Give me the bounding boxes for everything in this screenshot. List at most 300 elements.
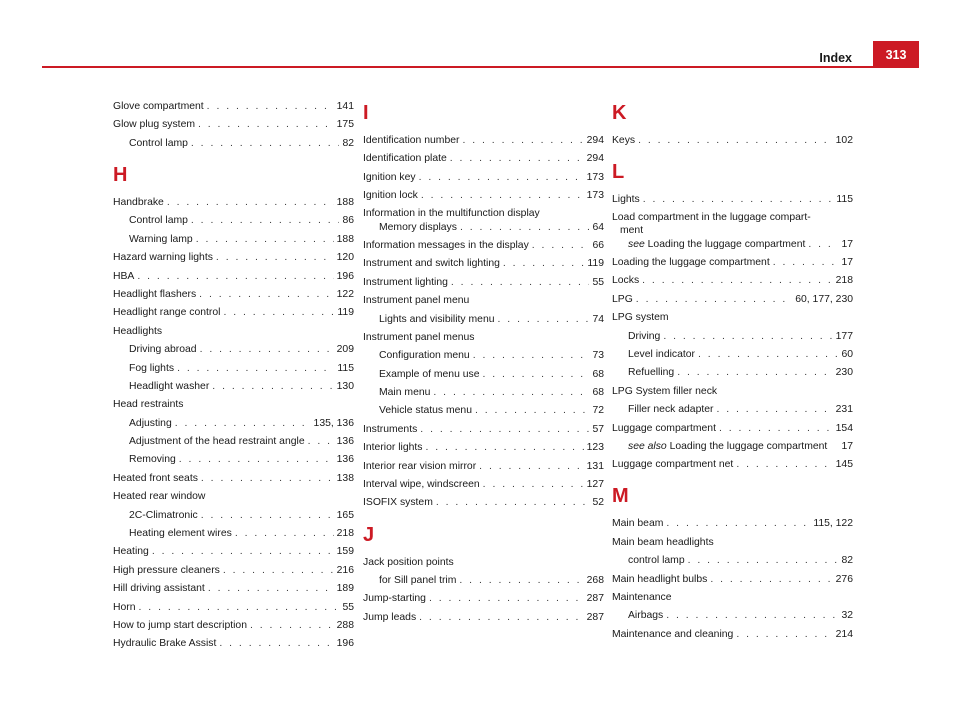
dot-leader <box>212 379 333 394</box>
entry-label <box>113 581 208 596</box>
entry-page-number: 173 <box>586 171 604 183</box>
index-subentry <box>113 508 354 523</box>
dot-leader <box>736 627 832 642</box>
dot-leader <box>419 170 584 185</box>
entry-page-number: 173 <box>586 190 604 202</box>
entry-text: for Sill panel trim <box>379 575 457 587</box>
dot-leader <box>433 385 589 400</box>
dot-leader <box>475 403 589 418</box>
index-letter-heading: K <box>612 102 627 124</box>
entry-label <box>628 329 663 344</box>
entry-page-number: 196 <box>336 638 354 650</box>
entry-page-number: 177 <box>835 330 853 342</box>
entry-text: Glove compartment <box>113 101 204 112</box>
entry-page-number: 82 <box>342 137 354 149</box>
index-entry <box>113 117 354 132</box>
entry-page-number: 196 <box>336 270 354 282</box>
index-letter-heading: J <box>363 523 375 546</box>
index-entry <box>113 195 354 210</box>
entry-text: Horn <box>113 601 136 613</box>
entry-label <box>113 269 137 284</box>
dot-leader <box>483 477 584 492</box>
entry-label <box>612 255 773 270</box>
index-subentry <box>363 312 604 327</box>
entry-label <box>379 220 460 235</box>
entry-page-number: 159 <box>336 546 354 558</box>
entry-text: Luggage compartment <box>612 422 716 434</box>
index-group-heading: Jack position points <box>363 556 454 568</box>
entry-text: Headlight range control <box>113 307 221 319</box>
entry-label <box>113 117 198 132</box>
entry-text: Glow plug system <box>113 119 195 131</box>
entry-label <box>129 213 191 228</box>
entry-text: Locks <box>612 275 640 287</box>
dot-leader <box>137 269 333 284</box>
entry-page-number: 52 <box>592 497 604 509</box>
index-entry <box>612 516 853 531</box>
entry-text: Heated front seats <box>113 472 198 484</box>
index-subentry <box>113 434 354 449</box>
entry-page-number: 135, 136 <box>313 417 354 429</box>
index-subentry <box>363 367 604 382</box>
index-entry <box>612 255 853 270</box>
entry-text: Adjustment of the head restraint angle <box>129 436 305 448</box>
entry-label <box>129 434 308 449</box>
entry-text: Ignition key <box>363 171 416 183</box>
index-entry <box>363 238 604 253</box>
dot-leader <box>450 151 584 166</box>
entry-label <box>363 151 450 166</box>
index-entry <box>113 600 354 615</box>
entry-text: How to jump start description <box>113 619 247 631</box>
index-entry <box>612 627 853 642</box>
dot-leader <box>421 188 584 203</box>
entry-text: Ignition lock <box>363 190 418 202</box>
entry-label <box>628 553 688 568</box>
entry-label <box>628 402 716 417</box>
entry-label <box>363 238 532 253</box>
index-entry <box>363 256 604 271</box>
dot-leader <box>219 636 333 651</box>
entry-label <box>628 608 666 623</box>
dot-leader <box>425 440 583 455</box>
entry-page-number: 209 <box>336 344 354 356</box>
entry-label <box>129 508 201 523</box>
entry-label <box>612 192 643 207</box>
dot-leader <box>773 255 839 270</box>
entry-page-number: 154 <box>835 422 853 434</box>
dot-leader <box>179 452 334 467</box>
entry-label <box>129 526 235 541</box>
index-group-heading: Instrument panel menus <box>363 331 475 343</box>
entry-page-number: 136 <box>336 454 354 466</box>
dot-leader <box>308 434 334 449</box>
entry-label <box>628 237 808 252</box>
dot-leader <box>436 495 590 510</box>
index-entry <box>363 591 604 606</box>
index-entry <box>363 170 604 185</box>
index-entry <box>113 471 354 486</box>
dot-leader <box>152 544 334 559</box>
index-entry <box>113 544 354 559</box>
index-subentry <box>113 213 354 228</box>
entry-text: Headlight washer <box>129 380 210 392</box>
index-subentry <box>113 526 354 541</box>
entry-text: Instruments <box>363 423 418 435</box>
entry-label <box>113 250 216 265</box>
entry-label <box>379 573 459 588</box>
entry-label <box>129 232 196 247</box>
entry-label <box>628 439 830 454</box>
index-entry <box>363 610 604 625</box>
index-entry <box>363 422 604 437</box>
index-letter-heading: I <box>363 102 369 124</box>
index-subentry <box>363 348 604 363</box>
entry-text: LPG <box>612 293 633 305</box>
dot-leader <box>419 610 584 625</box>
entry-label <box>113 563 223 578</box>
entry-text: Interior rear vision mirror <box>363 460 477 472</box>
entry-label <box>129 416 175 431</box>
entry-text: Handbrake <box>113 196 164 208</box>
entry-page-number: 268 <box>586 575 604 587</box>
section-title: Index <box>819 51 852 65</box>
entry-label <box>612 292 636 307</box>
entry-page-number: 189 <box>336 583 354 595</box>
entry-text: Main beam <box>612 518 664 530</box>
entry-page-number: 73 <box>592 350 604 362</box>
entry-text: Interval wipe, windscreen <box>363 479 480 491</box>
entry-label <box>113 471 201 486</box>
entry-page-number: 32 <box>841 610 853 622</box>
entry-text: Airbags <box>628 610 664 622</box>
entry-label <box>363 495 436 510</box>
dot-leader <box>196 232 334 247</box>
index-subentry <box>363 385 604 400</box>
index-subentry <box>113 379 354 394</box>
index-subentry <box>363 403 604 418</box>
index-subentry <box>612 329 853 344</box>
index-subentry <box>612 237 853 252</box>
entry-text: Loading the luggage compartment <box>647 238 806 250</box>
entry-text: Control lamp <box>129 137 188 149</box>
dot-leader <box>175 416 311 431</box>
entry-label <box>612 516 666 531</box>
entry-label <box>113 544 152 559</box>
dot-leader <box>719 421 833 436</box>
entry-text: Vehicle status menu <box>379 405 472 417</box>
entry-text: Loading the luggage compartment <box>669 440 828 452</box>
entry-label <box>379 403 475 418</box>
index-entry <box>363 459 604 474</box>
entry-page-number: 55 <box>342 601 354 613</box>
index-entry <box>113 99 354 114</box>
index-subentry <box>612 608 853 623</box>
header-rule <box>42 66 874 68</box>
dot-leader <box>638 133 833 148</box>
entry-page-number: 122 <box>336 288 354 300</box>
index-subentry <box>113 136 354 151</box>
index-letter-heading: H <box>113 163 128 186</box>
dot-leader <box>420 422 589 437</box>
dot-leader <box>223 305 334 320</box>
entry-page-number: 72 <box>592 405 604 417</box>
entry-page-number: 17 <box>841 256 853 268</box>
dot-leader <box>479 459 583 474</box>
index-entry <box>612 457 853 472</box>
entry-label <box>363 133 462 148</box>
entry-label <box>628 365 677 380</box>
page-number: 313 <box>885 47 907 62</box>
entry-label <box>363 610 419 625</box>
entry-page-number: 119 <box>587 258 604 270</box>
dot-leader <box>643 192 834 207</box>
dot-leader <box>199 287 333 302</box>
entry-page-number: 68 <box>592 387 604 399</box>
dot-leader <box>503 256 585 271</box>
entry-label <box>379 348 473 363</box>
entry-text: Main menu <box>379 387 431 399</box>
index-subentry <box>612 347 853 362</box>
entry-label <box>129 342 200 357</box>
entry-text: Heating <box>113 546 149 558</box>
entry-page-number: 175 <box>336 119 354 131</box>
index-column-3 <box>612 101 853 645</box>
entry-page-number: 287 <box>586 593 604 605</box>
entry-text: Instrument and switch lighting <box>363 258 500 270</box>
index-entry <box>113 269 354 284</box>
index-entry <box>612 273 853 288</box>
dot-leader <box>460 220 589 235</box>
index-subentry <box>612 365 853 380</box>
index-entry <box>363 188 604 203</box>
index-entry <box>612 133 853 148</box>
entry-text: Filler neck adapter <box>628 404 714 416</box>
entry-label <box>379 312 498 327</box>
dot-leader <box>177 361 334 376</box>
index-heading-line: Information in the multifunction display <box>363 207 540 219</box>
index-entry <box>612 421 853 436</box>
entry-page-number: 214 <box>835 628 853 640</box>
dot-leader <box>429 591 584 606</box>
entry-label <box>113 99 207 114</box>
entry-label <box>113 305 223 320</box>
dot-leader <box>663 329 832 344</box>
entry-text: Control lamp <box>129 215 188 227</box>
entry-label <box>363 170 419 185</box>
dot-leader <box>459 573 583 588</box>
dot-leader <box>710 572 832 587</box>
entry-label <box>363 188 421 203</box>
entry-text: Adjusting <box>129 417 172 429</box>
entry-label <box>363 275 451 290</box>
index-subentry <box>612 553 853 568</box>
index-entry <box>363 495 604 510</box>
entry-page-number: 115 <box>337 362 354 374</box>
index-subentry <box>113 416 354 431</box>
dot-leader <box>642 273 833 288</box>
entry-label <box>628 347 698 362</box>
entry-page-number: 131 <box>586 460 604 472</box>
index-entry <box>363 151 604 166</box>
entry-text: Heating element wires <box>129 528 232 540</box>
entry-page-number: 188 <box>336 233 354 245</box>
entry-page-number: 123 <box>586 442 604 454</box>
dot-leader <box>462 133 583 148</box>
entry-page-number: 17 <box>841 440 853 452</box>
dot-leader <box>235 526 334 541</box>
entry-page-number: 115 <box>836 194 853 206</box>
index-entry <box>113 618 354 633</box>
dot-leader <box>677 365 832 380</box>
dot-leader <box>167 195 334 210</box>
dot-leader <box>201 508 334 523</box>
entry-text: Maintenance and cleaning <box>612 628 734 640</box>
entry-page-number: 57 <box>592 423 604 435</box>
index-group-heading: LPG System filler neck <box>612 385 718 397</box>
entry-label <box>363 591 429 606</box>
index-letter-heading: M <box>612 485 629 508</box>
entry-page-number: 68 <box>592 368 604 380</box>
entry-label <box>612 572 710 587</box>
entry-label <box>129 361 177 376</box>
index-entry <box>113 287 354 302</box>
entry-page-number: 86 <box>342 215 354 227</box>
dot-leader <box>200 342 334 357</box>
index-letter-heading: L <box>612 161 625 184</box>
index-entry <box>363 440 604 455</box>
entry-label <box>129 452 179 467</box>
entry-page-number: 145 <box>835 459 853 471</box>
index-entry <box>363 275 604 290</box>
entry-page-number: 115, 122 <box>813 518 853 530</box>
index-subentry <box>113 452 354 467</box>
index-entry <box>113 581 354 596</box>
index-subentry <box>612 439 853 454</box>
index-entry <box>113 250 354 265</box>
entry-text: Hill driving assistant <box>113 583 205 595</box>
index-heading-line: ment <box>620 224 644 236</box>
entry-text: Memory displays <box>379 221 457 233</box>
entry-text: ISOFIX system <box>363 497 433 509</box>
entry-text: Information messages in the display <box>363 239 529 251</box>
entry-label <box>129 136 191 151</box>
entry-text: HBA <box>113 270 135 282</box>
entry-page-number: 60 <box>841 348 853 360</box>
entry-text: Hydraulic Brake Assist <box>113 638 217 650</box>
dot-leader <box>191 213 340 228</box>
dot-leader <box>483 367 590 382</box>
entry-text: Jump leads <box>363 611 417 623</box>
entry-text: Lights <box>612 194 640 206</box>
entry-page-number: 136 <box>336 436 354 448</box>
entry-page-number: 130 <box>336 380 354 392</box>
index-group-heading: Maintenance <box>612 592 672 604</box>
entry-page-number: 165 <box>336 509 354 521</box>
dot-leader <box>139 600 340 615</box>
entry-page-number: 294 <box>586 153 604 165</box>
index-column-2 <box>363 101 604 628</box>
index-entry <box>113 636 354 651</box>
dot-leader <box>636 292 792 307</box>
dot-leader <box>688 553 839 568</box>
entry-label <box>379 385 433 400</box>
dot-leader <box>216 250 334 265</box>
page-number-tab <box>873 41 919 68</box>
entry-text: Driving abroad <box>129 344 197 356</box>
entry-text: Interior lights <box>363 442 423 454</box>
entry-page-number: 60, 177, 230 <box>795 293 853 305</box>
dot-leader <box>208 581 334 596</box>
entry-page-number: 230 <box>835 367 853 379</box>
dot-leader <box>198 117 334 132</box>
index-subentry <box>363 573 604 588</box>
dot-leader <box>808 237 838 252</box>
entry-page-number: 64 <box>592 221 604 233</box>
index-group-heading: Heated rear window <box>113 491 206 503</box>
dot-leader <box>473 348 590 363</box>
dot-leader <box>250 618 334 633</box>
entry-page-number: 188 <box>336 196 354 208</box>
dot-leader <box>532 238 590 253</box>
entry-label <box>113 636 219 651</box>
entry-page-number: 138 <box>336 472 354 484</box>
dot-leader <box>666 516 810 531</box>
dot-leader <box>698 347 838 362</box>
entry-label <box>612 273 642 288</box>
index-entry <box>363 477 604 492</box>
entry-label <box>363 440 425 455</box>
entry-page-number: 231 <box>835 404 853 416</box>
index-entry <box>363 133 604 148</box>
entry-text: Warning lamp <box>129 233 193 245</box>
entry-text: control lamp <box>628 555 685 567</box>
entry-page-number: 287 <box>586 611 604 623</box>
entry-page-number: 102 <box>835 135 853 146</box>
entry-text: Fog lights <box>129 362 175 374</box>
dot-leader <box>201 471 334 486</box>
entry-page-number: 276 <box>835 573 853 585</box>
entry-text: Driving <box>628 330 661 342</box>
index-subentry <box>363 220 604 235</box>
entry-label <box>113 600 139 615</box>
index-entry <box>612 292 853 307</box>
entry-page-number: 127 <box>586 479 604 491</box>
entry-text: Removing <box>129 454 176 466</box>
index-group-heading: Main beam headlights <box>612 536 714 548</box>
entry-page-number: 216 <box>336 564 354 576</box>
index-entry <box>612 192 853 207</box>
entry-text: Identification plate <box>363 153 447 165</box>
entry-page-number: 218 <box>835 275 853 287</box>
entry-page-number: 120 <box>336 252 354 264</box>
index-group-heading: Headlights <box>113 325 163 337</box>
entry-page-number: 74 <box>592 313 604 325</box>
entry-label <box>129 379 212 394</box>
index-subentry <box>113 232 354 247</box>
entry-label <box>379 367 483 382</box>
entry-text: Keys <box>612 135 636 146</box>
entry-text: Lights and visibility menu <box>379 313 495 325</box>
entry-label <box>612 421 719 436</box>
dot-leader <box>223 563 334 578</box>
entry-label <box>612 457 736 472</box>
dot-leader <box>736 457 832 472</box>
entry-page-number: 17 <box>841 238 853 250</box>
index-group-heading: LPG system <box>612 312 669 324</box>
index-group-heading: Head restraints <box>113 399 184 411</box>
index-entry <box>113 305 354 320</box>
